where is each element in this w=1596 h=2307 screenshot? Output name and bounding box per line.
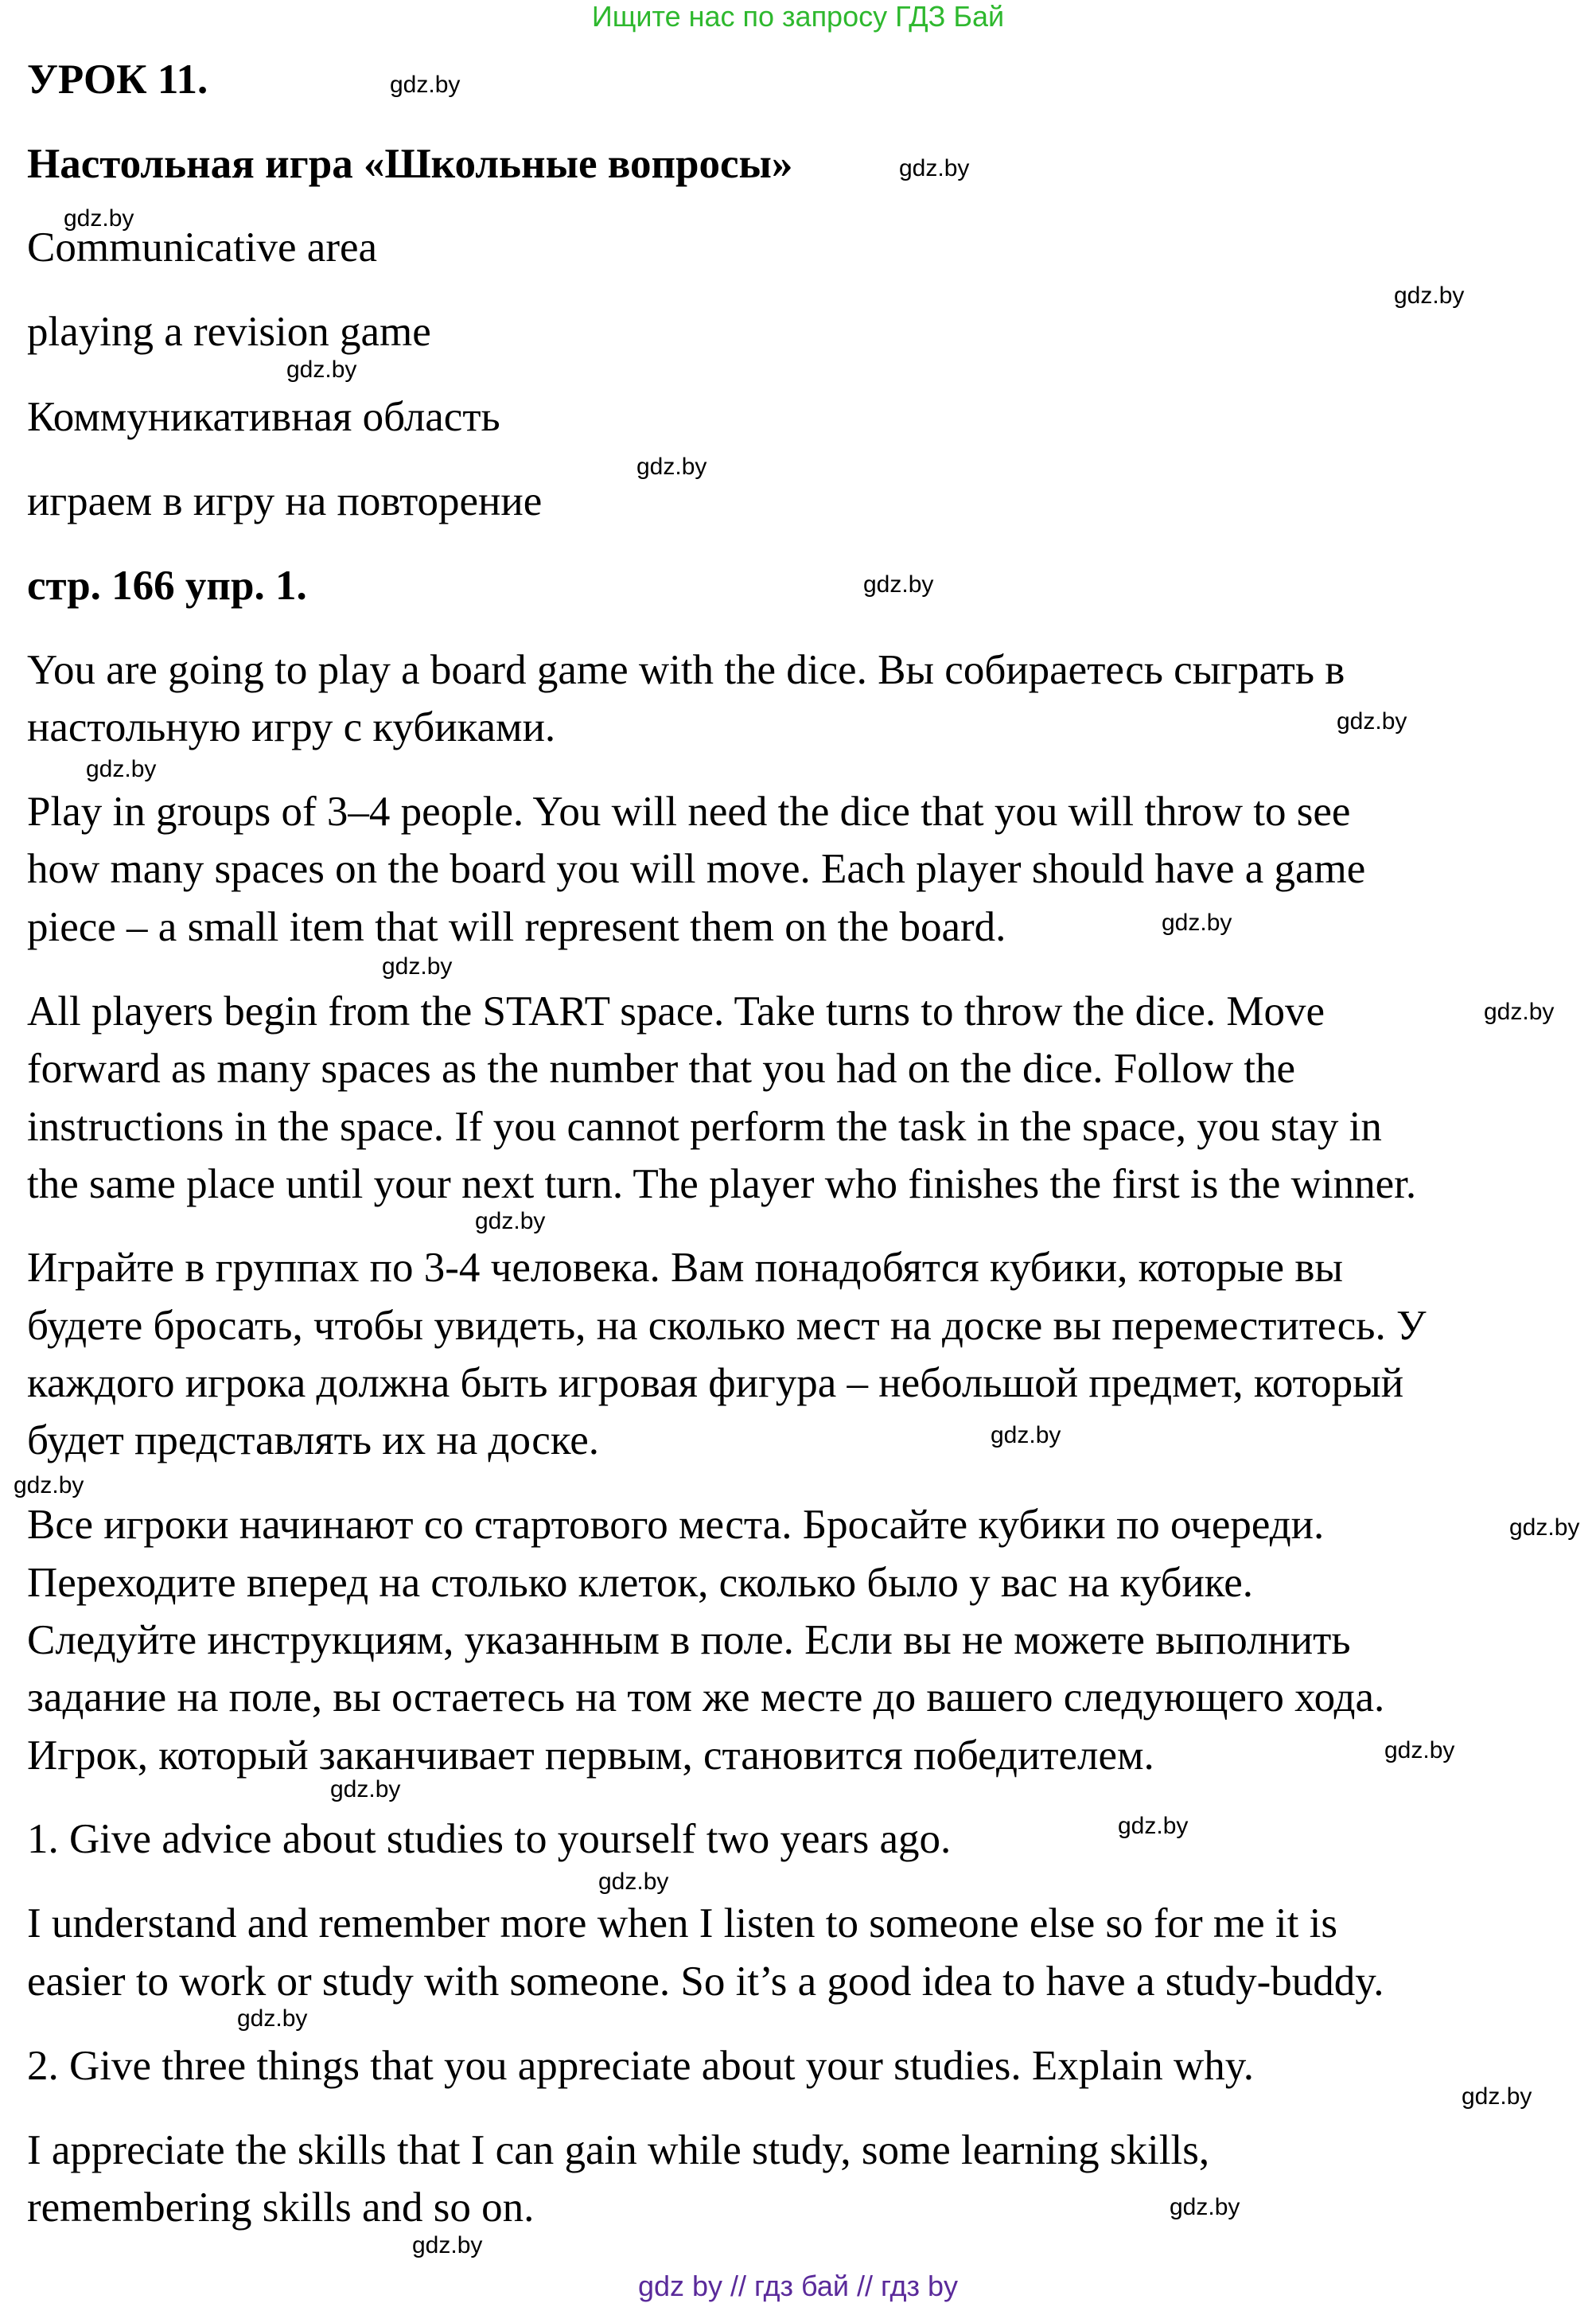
- watermark: gdz.by: [475, 1208, 546, 1234]
- watermark: gdz.by: [1509, 1514, 1580, 1541]
- watermark: gdz.by: [991, 1422, 1061, 1448]
- watermark: gdz.by: [1337, 708, 1407, 735]
- watermark: gdz.by: [412, 2232, 483, 2258]
- watermark: gdz.by: [1118, 1813, 1189, 1839]
- intro-line: настольную игру с кубиками.: [27, 704, 556, 750]
- area-en: Communicative area: [27, 224, 378, 271]
- footer-links: gdz by // гдз бай // гдз by: [637, 2270, 959, 2302]
- answer-2-line: remembering skills and so on.: [27, 2184, 535, 2231]
- watermark: gdz.by: [598, 1869, 669, 1895]
- rules-ru-2-line: Все игроки начинают со стартового места. Бросайте кубики по очереди.: [27, 1502, 1325, 1548]
- watermark: gdz.by: [636, 454, 707, 480]
- answer-1-line: easier to work or study with someone. So it’s a good idea to have a study-buddy.: [27, 1958, 1384, 2005]
- watermark: gdz.by: [286, 357, 357, 383]
- top-banner: Ищите нас по запросу ГДЗ Бай: [591, 0, 1005, 33]
- watermark: gdz.by: [14, 1472, 84, 1498]
- area-ru: Коммуникативная область: [27, 394, 500, 440]
- watermark: gdz.by: [382, 953, 453, 980]
- rules-ru-1-line: будет представлять их на доске.: [27, 1417, 600, 1463]
- watermark: gdz.by: [64, 205, 134, 232]
- watermark: gdz.by: [237, 2005, 308, 2032]
- game-title: Настольная игра «Школьные вопросы»: [27, 141, 793, 187]
- rules-ru-1-line: будете бросать, чтобы увидеть, на сколько мест на доске вы переместитесь. У: [27, 1303, 1427, 1349]
- exercise-ref: стр. 166 упр. 1.: [27, 563, 307, 609]
- rules-en-2-line: All players begin from the START space. Take turns to throw the dice. Move: [27, 988, 1325, 1035]
- watermark: gdz.by: [899, 155, 970, 181]
- rules-ru-2-line: Следуйте инструкциям, указанным в поле. Если вы не можете выполнить: [27, 1617, 1351, 1663]
- watermark: gdz.by: [390, 72, 461, 98]
- area-en-value: playing a revision game: [27, 309, 431, 355]
- watermark: gdz.by: [86, 756, 157, 782]
- watermark: gdz.by: [1170, 2194, 1240, 2220]
- rules-ru-1-line: каждого игрока должна быть игровая фигура – небольшой предмет, который: [27, 1360, 1404, 1406]
- watermark: gdz.by: [863, 571, 934, 598]
- watermark: gdz.by: [1462, 2083, 1532, 2110]
- rules-ru-2-line: задание на поле, вы остаетесь на том же месте до вашего следующего хода.: [27, 1674, 1385, 1721]
- question-1: 1. Give advice about studies to yourself two years ago.: [27, 1816, 952, 1862]
- intro-line: You are going to play a board game with the dice. Вы собираетесь сыграть в: [27, 647, 1345, 693]
- rules-en-1-line: how many spaces on the board you will move. Each player should have a game: [27, 846, 1366, 892]
- watermark: gdz.by: [1384, 1737, 1455, 1763]
- watermark: gdz.by: [1394, 283, 1465, 309]
- rules-en-2-line: instructions in the space. If you cannot perform the task in the space, you stay in: [27, 1104, 1382, 1150]
- answer-1-line: I understand and remember more when I listen to someone else so for me it is: [27, 1900, 1337, 1947]
- rules-en-1-line: piece – a small item that will represent them on the board.: [27, 904, 1006, 950]
- area-ru-value: играем в игру на повторение: [27, 478, 543, 524]
- rules-ru-2-line: Переходите вперед на столько клеток, сколько было у вас на кубике.: [27, 1560, 1254, 1606]
- answer-2-line: I appreciate the skills that I can gain while study, some learning skills,: [27, 2127, 1210, 2173]
- question-2: 2. Give three things that you appreciate about your studies. Explain why.: [27, 2043, 1255, 2089]
- watermark: gdz.by: [1162, 910, 1232, 936]
- lesson-title: УРОК 11.: [27, 57, 208, 103]
- rules-en-2-line: the same place until your next turn. The player who finishes the first is the winner.: [27, 1161, 1417, 1207]
- rules-en-1-line: Play in groups of 3–4 people. You will need the dice that you will throw to see: [27, 789, 1351, 835]
- watermark: gdz.by: [1484, 999, 1555, 1025]
- rules-ru-2-line: Игрок, который заканчивает первым, становится победителем.: [27, 1732, 1154, 1779]
- rules-en-2-line: forward as many spaces as the number that you had on the dice. Follow the: [27, 1046, 1295, 1092]
- rules-ru-1-line: Играйте в группах по 3-4 человека. Вам понадобятся кубики, которые вы: [27, 1245, 1343, 1291]
- watermark: gdz.by: [330, 1776, 401, 1802]
